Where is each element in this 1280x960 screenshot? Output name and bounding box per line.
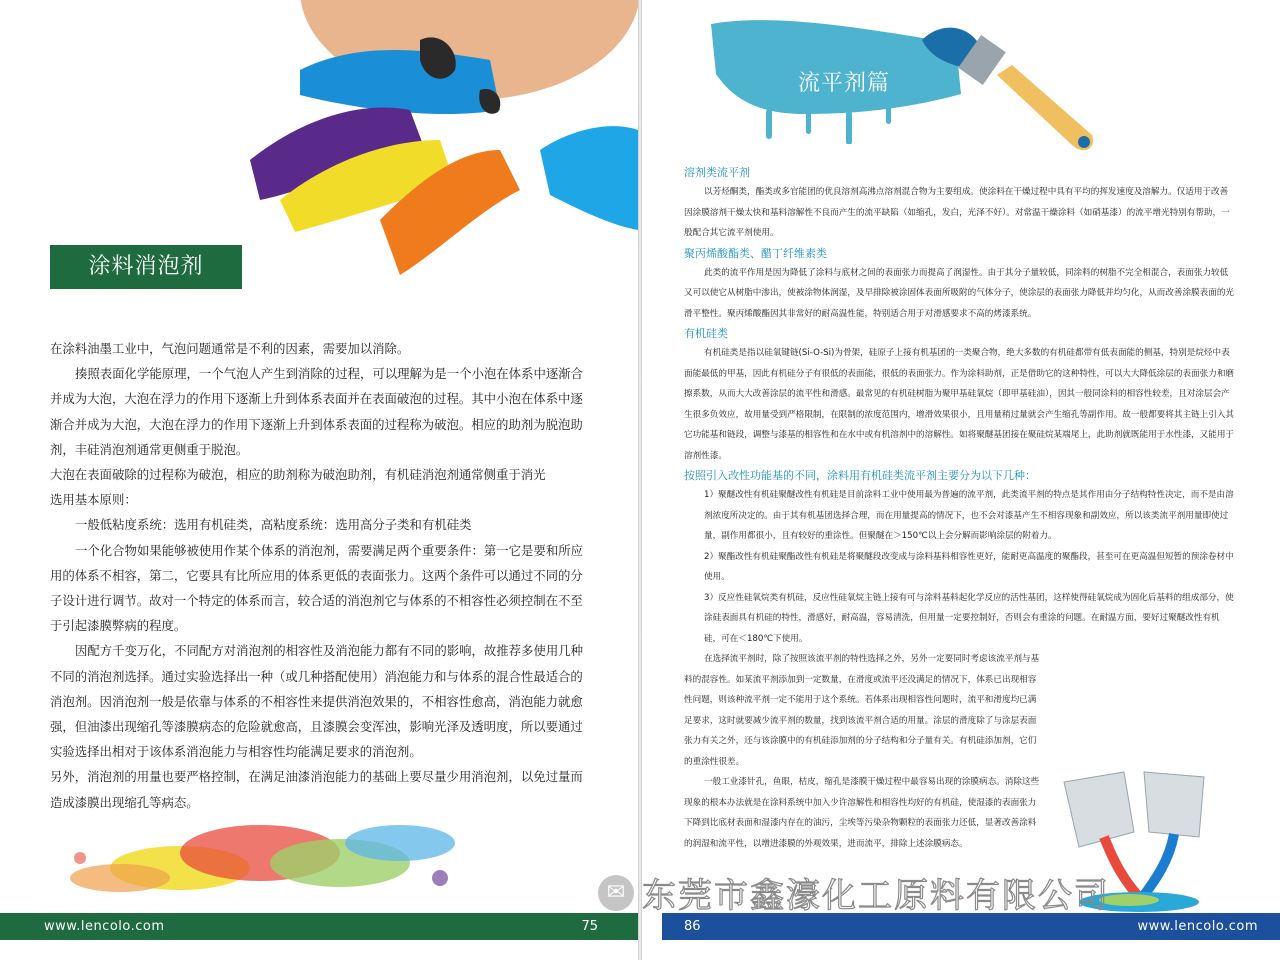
left-footer-bar bbox=[0, 913, 638, 940]
paint-brush-icon bbox=[912, 10, 1112, 170]
subheading: 按照引入改性功能基的不同，涂料用有机硅类流平剂主要分为以下几种： bbox=[684, 469, 1036, 482]
paragraph: 一般低粘度系统：选用有机硅类，高粘度系统：选用高分子类和有机硅类 bbox=[75, 517, 472, 533]
right-footer-bar bbox=[662, 913, 1280, 940]
left-page bbox=[0, 0, 638, 960]
footer-website: www.lencolo.com bbox=[1137, 919, 1258, 934]
paragraph: 在选择流平剂时，除了按照该流平剂的特性选择之外，另外一定要同时考虑该流平剂与基料的混容性。如某流平剂添加到一定数量，在滑度或流平还没满足的情况下，体系已出现相容性问题，则该种流平剂一定不能用于这个系统。若体系出现相容性问题时，流平和滑度均已满足要求，这时就要减少流平剂的数量，找到该流平剂合适的用量。涂层的滑度除了与涂层表面张力有关之外，还与该涂膜中的有机硅添加剂的分子结构和分子量有关。有机硅添加剂，它们的重涂性很差。 bbox=[684, 654, 1040, 767]
page-number: 86 bbox=[684, 919, 701, 934]
paragraph: 选用基本原则： bbox=[50, 492, 137, 508]
page-number: 75 bbox=[581, 919, 598, 934]
paragraph: 一个化合物如果能够被使用作某个体系的消泡剂，需要满足两个重要条件：第一它是要和所应用的体系不相容，第二，它要具有比所应用的体系更低的表面张力。这两个条件可以通过不同的分子设计进行调节。故对一个特定的体系而言，较合适的消泡剂它与体系的不相容性必须控制在不至于引起漆膜弊病的程度。 bbox=[50, 542, 584, 634]
paragraph: 有机硅类是指以硅氧键链(Si-O-Si)为骨架，硅原子上接有机基团的一类聚合物，绝大多数的有机硅都带有低表面能的侧基，特别是烷烃中表面能最低的甲基，因此有机硅分子有很低的表面能，很低的表面张力。作为涂料助剂，正是借助它的这种特性，可以大大降低涂层的表面张力和磨擦系数，从而大大改善涂层的流平性和滑感。最常见的有机硅树脂为聚甲基硅氧烷（即甲基硅油），因其一般同涂料的相容性较差，且对涂层会产生很多负效应，故用量受到严格限制，在限制的浓度范围内，增滑效果很小，且用量稍过量就会产生缩孔等副作用。故一般都要将其主链上引入其它功能基和链段，调整与漆基的相容性和在水中或有机溶剂中的溶解性。如将聚醚基团接在聚硅烷某端尾上，此助剂就既能用于水性漆，又能用于溶剂性漆。 bbox=[684, 348, 1235, 461]
painted-hand-image bbox=[240, 0, 638, 300]
section-title: 流平剂篇 bbox=[798, 71, 891, 96]
paragraph: 以芳烃酮类，酯类或多官能团的优良溶剂高沸点溶剂混合物为主要组成。使涂料在干燥过程中具有平均的挥发速度及溶解力。仅适用于改善因涂膜溶剂干燥太快和基料溶解性不良而产生的流平缺陷（如缩孔，发白，光泽不好）。对常温干燥涂料（如硝基漆）的流平增光特别有帮助，一般配合其它流平剂使用。 bbox=[684, 187, 1230, 238]
company-watermark bbox=[598, 868, 1110, 917]
paragraph: 一般工业漆针孔，鱼眼，桔皮，缩孔是漆膜干燥过程中最容易出现的涂膜病态。消除这些现象的根本办法就是在涂料系统中加入少许溶解性和相容性均好的有机硅，使湿漆的表面张力下降到比底材表面和湿漆内存在的油污，尘埃等污染杂物颗粒的表面张力还低，显著改善涂料的润湿和流平性，以增进漆膜的外观效果，进而流平，排除上述涂膜病态。 bbox=[684, 777, 1040, 849]
subheading: 有机硅类 bbox=[684, 327, 728, 340]
section-title-banner: 涂料消泡剂 bbox=[50, 245, 242, 289]
paragraph: 揍照表面化学能原理，一个气泡人产生到消除的过程，可以理解为是一个小泡在体系中逐渐合并成为大泡，大泡在浮力的作用下逐渐上升到体系表面并在表面破泡的过程。其中小泡在体系中逐渐合并成为大泡，大泡在浮力的作用下逐渐上升到体系表面的过程称为破泡。相应的助剂为脱泡助剂，丰硅消泡剂通常更侧重于脱泡。 bbox=[50, 366, 584, 457]
list-item: 1）聚醚改性有机硅聚醚改性有机硅是目前涂料工业中使用最为普遍的流平剂，此类流平剂的特点是其作用由分子结构特性决定，而不是由溶剂浓度所决定的。由于其有机基团选择合理，而在用量提高的情况下，也不会对漆基产生不相容现象和副效应，所以该类流平剂用量即使过量，副作用都很小，且有较好的重涂性。但聚醚在＞150℃以上会分解而影响涂层的附着力。 bbox=[704, 490, 1234, 541]
paragraph: 另外，消泡剂的用量也要严格控制，在满足油漆消泡能力的基础上要尽量少用消泡剂，以免过量而造成漆膜出现缩孔等病态。 bbox=[50, 769, 583, 810]
paint-splash-decoration bbox=[60, 808, 470, 900]
paragraph: 大泡在表面破除的过程称为破泡，相应的助剂称为破泡助剂，有机硅消泡剂通常侧重于消光 bbox=[50, 467, 546, 483]
left-article-body bbox=[50, 336, 590, 815]
footer-website: www.lencolo.com bbox=[44, 919, 165, 934]
wechat-icon: ✉ bbox=[598, 875, 634, 911]
right-article-body bbox=[684, 163, 1234, 854]
paragraph: 因配方千变万化，不同配方对消泡剂的相容性及消泡能力都有不同的影响，故推荐多使用几种不同的消泡剂选择。通过实验选择出一种（或几种搭配使用）消泡能力和与体系的混合性最适合的消泡剂。因消泡剂一般是依靠与体系的不相容性来提供消泡效果的，不相容性愈高，消泡能力就愈强，但油漆出现缩孔等漆膜病态的危险就愈高，且漆膜会变浑浊，影响光泽及透明度，所以要通过实验选择出相对于该体系消泡能力与相容性均能满足要求的消泡剂。 bbox=[50, 643, 584, 760]
list-item: 3）反应性硅氧烷类有机硅，反应性硅氧烷主链上接有可与涂料基料起化学反应的活性基团，这样使得硅氧烷成为固化后基料的组成部分，使涂硅表面具有机硅的特性，滑感好，耐高温，容易清洗，但用量一定要控制好，否则会有重涂的问题。在耐温方面，要好过聚醚改性有机硅，可在＜180℃下使用。 bbox=[704, 592, 1234, 644]
subheading: 聚丙烯酸酯类、醋丁纤维素类 bbox=[684, 246, 827, 260]
subheading: 溶剂类流平剂 bbox=[684, 166, 750, 179]
paragraph: 此类的流平作用是因为降低了涂料与底材之间的表面张力而提高了润湿性。由于其分子量较低，同涂料的树脂不完全相混合，表面张力较低又可以使它从树脂中渗出，使被涂物体润湿，及早排除被涂固体表面所吸附的气体分子，使涂层的表面张力降低并均匀化，从而改善涂膜表面的光滑平整性。聚丙烯酸酯因其非常好的耐高温性能，特别适合用于对滑感要求不高的烤漆系统。 bbox=[684, 267, 1235, 319]
list-item: 2）聚酯改性有机硅聚酯改性有机硅是将聚醚段改变成与涂料基料相容性更好，能耐更高温度的聚酯段，甚至可在更高温但短暂的预涂卷材中使用。 bbox=[704, 551, 1234, 582]
right-page bbox=[642, 0, 1280, 960]
watermark-text: 东莞市鑫濠化工原料有限公司 bbox=[642, 876, 1110, 916]
paragraph: 在涂料油墨工业中，气泡问题通常是不利的因素，需要加以消除。 bbox=[50, 341, 410, 356]
